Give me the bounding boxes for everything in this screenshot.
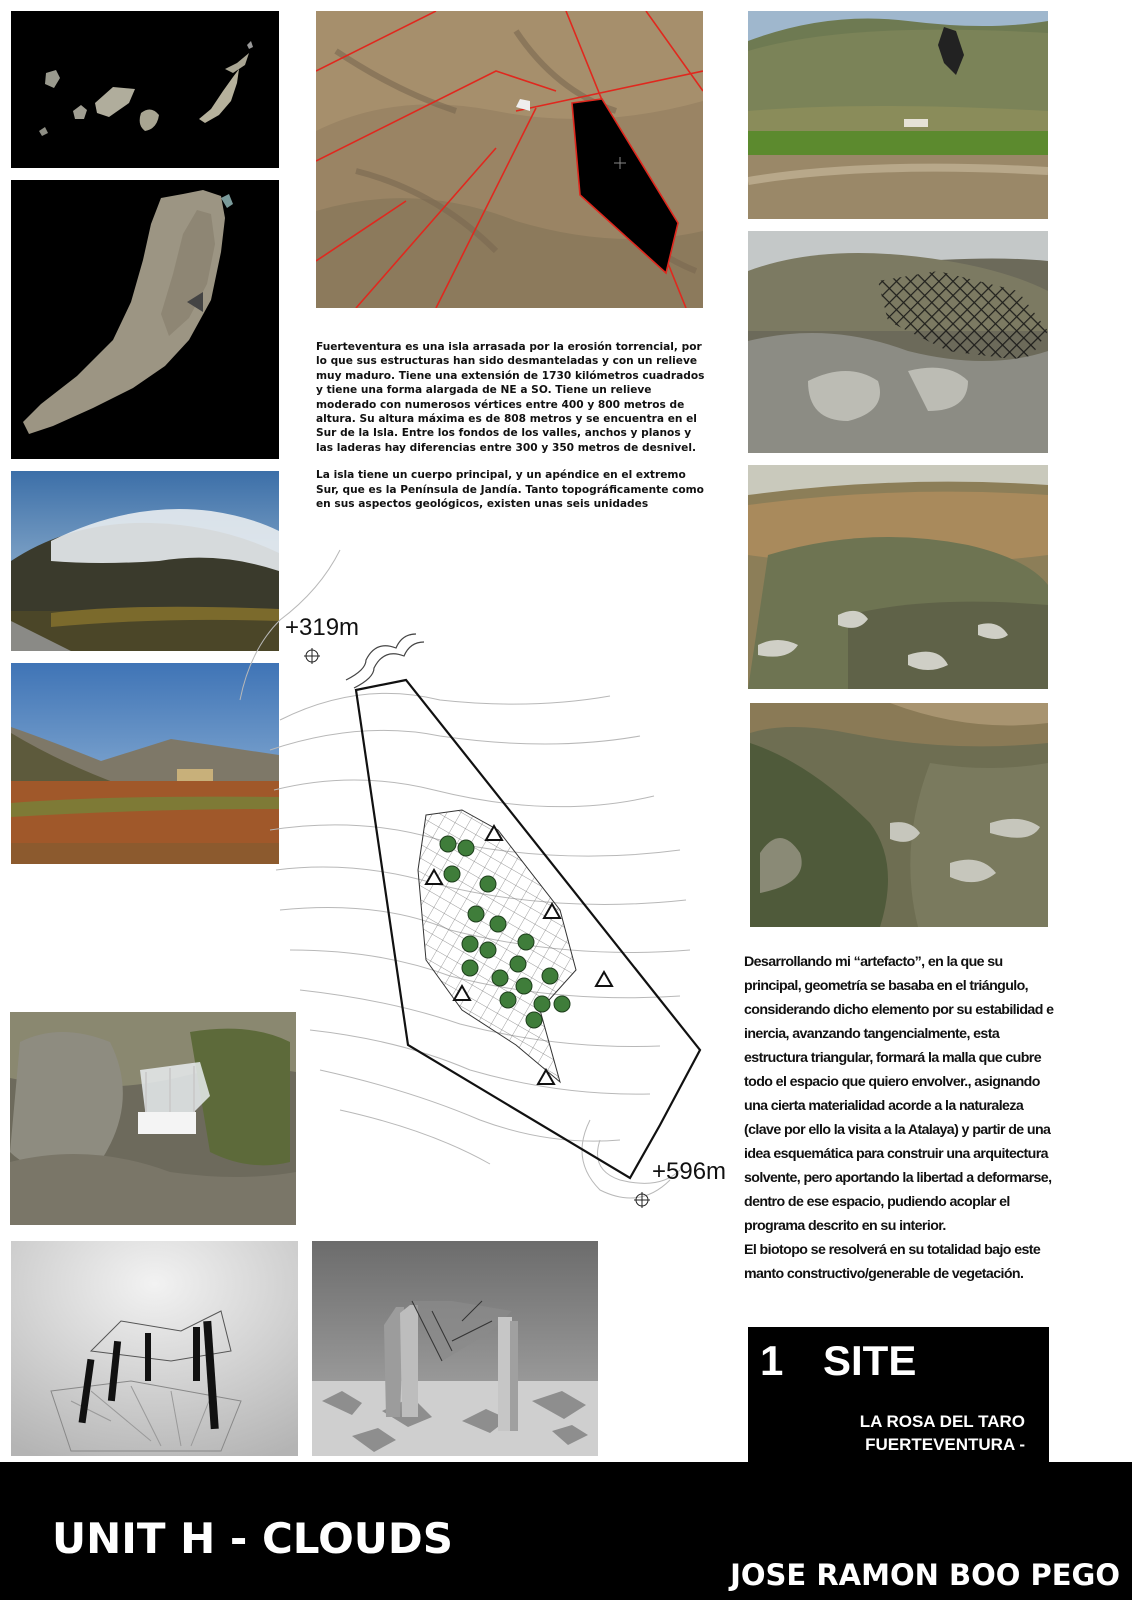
canary-islands-map — [11, 11, 279, 168]
site-location-line-2: FUERTEVENTURA - — [865, 1435, 1025, 1454]
site-location-line-1: LA ROSA DEL TARO — [859, 1412, 1025, 1431]
site-label: SITE — [823, 1337, 917, 1384]
footer-bar — [0, 1462, 1132, 1600]
elevation-bottom-label: +596m — [652, 1158, 727, 1185]
island-description — [316, 340, 706, 524]
island-paragraph-2: La isla tiene un cuerpo principal, y un apéndice en el extremo Sur, que es la Península de Jandía. Tanto topográficamente como en sus aspectos geológicos, existen unas seis unidades — [316, 469, 704, 511]
benchmark-top — [304, 648, 320, 664]
site-title-box — [748, 1327, 1049, 1462]
concept-paragraph-2: El biotopo se resolverá en su totalidad bajo este manto constructivo/generable de vegetación. — [744, 1242, 1041, 1282]
concept-description — [744, 950, 1054, 1286]
site-plan-drawing — [230, 540, 750, 1230]
rock-mesh-overlay-photo — [748, 231, 1048, 453]
render-structure-rocks — [312, 1241, 598, 1456]
ravine-photo — [750, 703, 1048, 927]
author-name: JOSE RAMON BOO PEGO — [730, 1558, 1120, 1592]
render-structure-white — [11, 1241, 298, 1456]
concept-paragraph-1: Desarrollando mi “artefacto”, en la que su principal, geometría se basaba en el triángulo, considerando dicho elemento por su estabilidad e inercia, avanzando tangencialmente, esta estructura triangular, formará la malla que cubre todo el espacio que quiero envolver., asignando una cierta materialidad acorde a la naturaleza (clave por ello la visita a la Atalaya) y partir de una idea esquemática para construir una arquitectura solvente, pero aportando la libertad a deformarse, dentro de ese espacio, pudiendo acoplar el programa descrito en su interior. — [744, 954, 1054, 1234]
hillside-site-photo — [748, 11, 1048, 219]
site-number: 1 — [760, 1337, 784, 1384]
aerial-plot-photo — [316, 11, 703, 308]
elevation-top-label: +319m — [285, 614, 360, 641]
plateau-overview-photo — [748, 465, 1048, 689]
fuerteventura-island-map — [11, 180, 279, 459]
unit-title: UNIT H - CLOUDS — [52, 1514, 453, 1563]
island-paragraph-1: Fuerteventura es una isla arrasada por la erosión torrencial, por lo que sus estructuras han sido desmanteladas y con un relieve muy maduro. Tiene una extensión de 1730 kilómetros cuadrados y tiene una forma alargada de NE a SO. Tiene un relieve moderado con numerosos vértices entre 400 y 800 metros de altura. Su altura máxima es de 808 metros y se encuentra en el Sur de la Isla. Entre los fondos de los valles, anchos y planos y las laderas hay diferencias entre 300 y 350 metros de desnivel. — [316, 341, 705, 454]
